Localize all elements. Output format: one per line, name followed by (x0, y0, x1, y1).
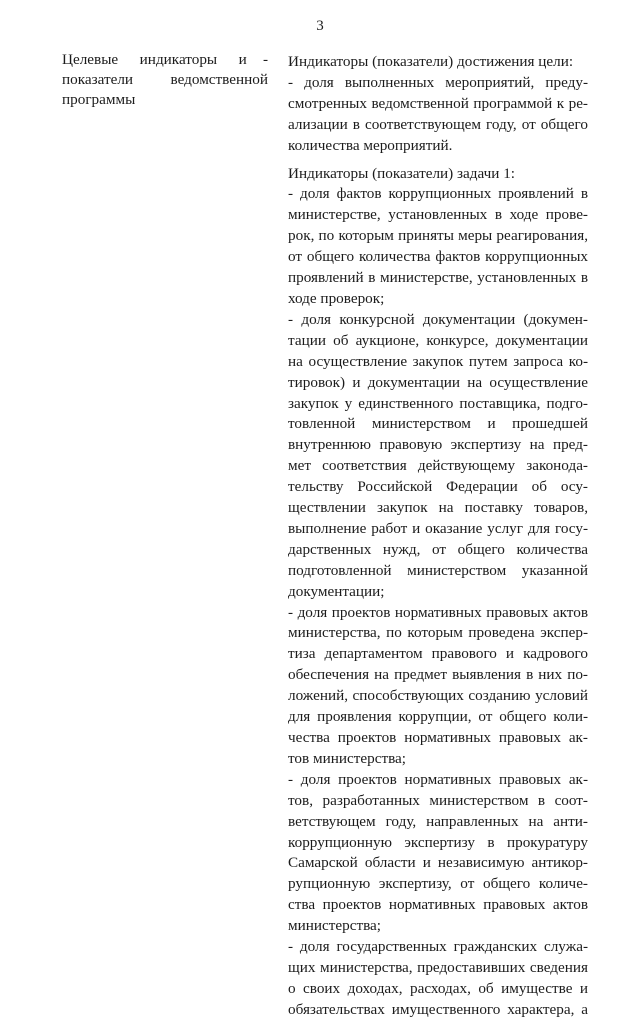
indicator-text-line: товленной министерством и прошедшей (288, 415, 588, 433)
indicator-text-line: - доля выполненных мероприятий, преду- (288, 73, 588, 91)
indicator-text-line: тации об аукционе, конкурсе, документации (288, 331, 588, 349)
indicator-text-line: тов министерства; (288, 749, 407, 767)
indicator-text-line: для проявления коррупции, от общего коли- (288, 708, 588, 726)
indicator-text-line: документации; (288, 582, 385, 600)
indicator-text-line: рупционную экспертизу, от общего количе- (288, 875, 588, 893)
indicator-text-line: - доля конкурсной документации (докумен- (288, 310, 588, 328)
indicator-text-line: ходе проверок; (288, 289, 385, 307)
goal-indicators-section (288, 52, 588, 157)
indicator-text-line: ализации в соответствующем году, от общего (288, 115, 588, 133)
indicator-text-line: ложений, способствующих созданию условий (288, 687, 588, 705)
indicator-text-line: тельству Российской Федерации об осу- (288, 478, 588, 496)
indicator-text-line: смотренных ведомственной программой к ре- (288, 94, 588, 112)
section-heading: Индикаторы (показатели) достижения цели: (288, 53, 574, 70)
indicator-text-line: - доля проектов нормативных правовых ак- (288, 770, 588, 788)
task-indicators-section (288, 164, 588, 1021)
indicator-label-column (62, 50, 268, 110)
indicator-text-line: ветствующем году, направленных на анти- (288, 812, 588, 830)
indicator-text-line: обязательствах имущественного характера, а (288, 1000, 588, 1018)
indicator-text-line: мет соответствия действующему законода- (288, 457, 588, 475)
indicator-content-column (288, 52, 588, 1021)
indicator-text-line: министерстве, установленных в ходе прове- (288, 206, 588, 224)
indicator-label-line: Целевые индикаторы и - (62, 51, 268, 68)
indicator-text-line: о своих доходах, расходах, об имуществе и (288, 979, 588, 997)
indicator-text-line: количества мероприятий. (288, 136, 453, 154)
indicator-label-line: программы (62, 91, 136, 108)
indicator-text-line: выполнение работ и оказание услуг для госу- (288, 519, 588, 537)
indicator-text-line: тировок) и документации на осуществление (288, 373, 588, 391)
indicator-text-line: проявлений в министерстве, установленных в (288, 269, 588, 287)
indicator-text-line: ства проектов нормативных правовых актов (288, 896, 588, 914)
indicator-text-line: - доля фактов коррупционных проявлений в (288, 185, 588, 203)
indicator-text-line: чества проектов нормативных правовых ак- (288, 729, 588, 746)
indicator-text-line: - доля проектов нормативных правовых актов (288, 603, 588, 621)
indicator-text-line: тиза департаментом правового и кадрового (288, 645, 588, 663)
indicator-text-line: ществлении закупок на поставку товаров, (288, 499, 588, 517)
indicator-text-line: дарственных нужд, от общего количества (288, 540, 588, 558)
indicator-label-line: показатели ведомственной (62, 71, 268, 88)
indicator-text-line: от общего количества фактов коррупционных (288, 248, 588, 266)
indicator-text-line: рок, по которым приняты меры реагирования, (288, 227, 588, 245)
indicator-text-line: Самарской области и независимую антикор- (288, 854, 588, 872)
indicator-text-line: подготовленной министерством указанной (288, 561, 588, 579)
indicator-text-line: внутреннюю правовую экспертизу на пред- (288, 436, 588, 454)
indicator-text-line: закупок у единственного поставщика, подго- (288, 394, 588, 412)
indicator-text-line: обеспечения на предмет выявления в них по- (288, 666, 588, 684)
page-number: 3 (316, 18, 324, 34)
indicator-text-line: на осуществление закупок путем запроса ко- (288, 352, 588, 370)
indicator-text-line: министерства; (288, 917, 382, 935)
indicator-text-line: коррупционную экспертизу в прокуратуру (288, 833, 588, 851)
section-heading: Индикаторы (показатели) задачи 1: (288, 164, 516, 182)
indicator-text-line: тов, разработанных министерством в соот- (288, 791, 588, 809)
indicator-text-line: - доля государственных гражданских служа- (288, 938, 588, 956)
indicator-text-line: министерства, по которым проведена экспер- (288, 624, 588, 642)
indicator-text-line: щих министерства, предоставивших сведения (288, 958, 588, 976)
